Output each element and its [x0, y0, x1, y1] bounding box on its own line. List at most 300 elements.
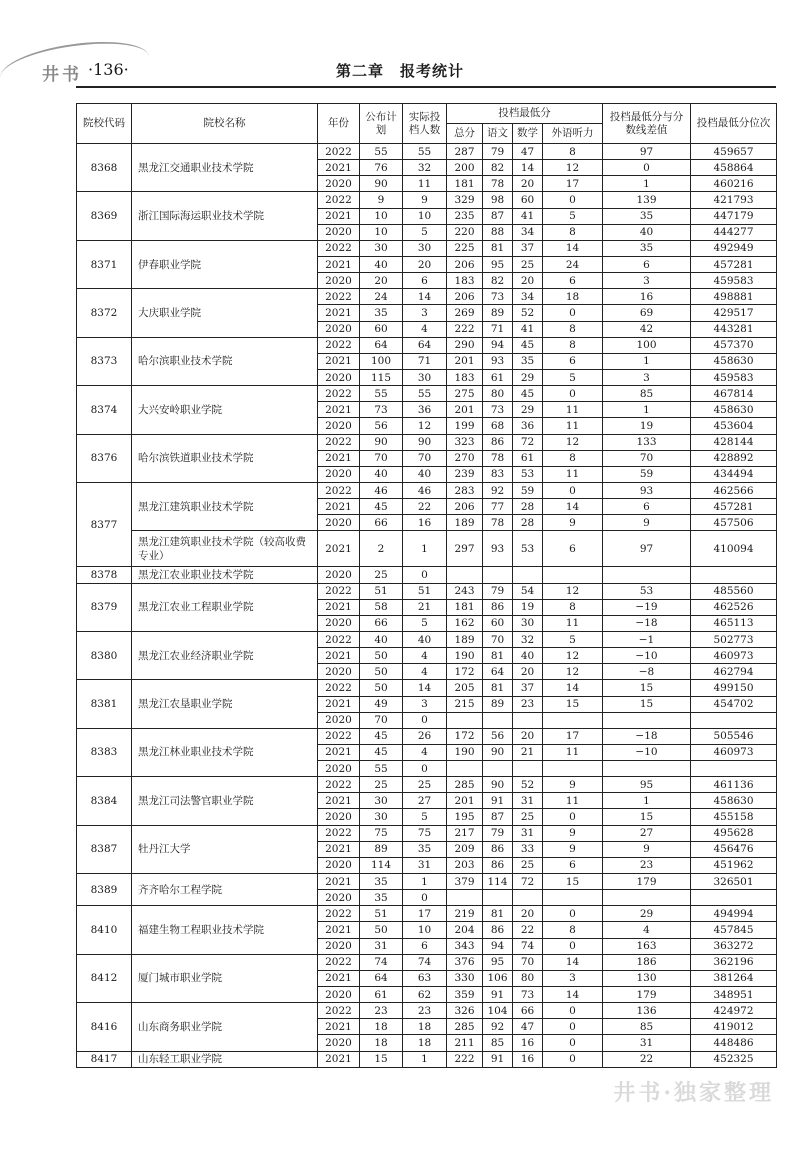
cell-math: 30	[513, 615, 543, 631]
cell-rank: 447179	[691, 208, 777, 224]
cell-actual: 51	[403, 583, 447, 599]
cell-math: 40	[513, 648, 543, 664]
cell-foreign: 8	[543, 599, 603, 615]
cell-foreign: 11	[543, 418, 603, 434]
cell-diff: 15	[603, 680, 691, 696]
cell-actual: 27	[403, 793, 447, 809]
cell-year: 2020	[318, 369, 360, 385]
cell-rank: 455158	[691, 809, 777, 825]
cell-year: 2021	[318, 744, 360, 760]
cell-rank	[691, 761, 777, 777]
cell-math: 45	[513, 386, 543, 402]
cell-diff: 3	[603, 369, 691, 385]
cell-chinese: 79	[483, 144, 513, 160]
cell-year: 2020	[318, 466, 360, 482]
cell-foreign: 14	[543, 954, 603, 970]
cell-math: 53	[513, 531, 543, 567]
school-code: 8371	[77, 240, 132, 288]
cell-diff: 4	[603, 922, 691, 938]
cell-plan: 30	[360, 809, 403, 825]
cell-diff: 9	[603, 515, 691, 531]
cell-rank: 499150	[691, 680, 777, 696]
table-row	[77, 567, 777, 583]
cell-foreign: 8	[543, 450, 603, 466]
cell-foreign: 0	[543, 1019, 603, 1035]
school-code: 8378	[77, 567, 132, 583]
cell-actual: 5	[403, 224, 447, 240]
cell-rank: 456476	[691, 841, 777, 857]
cell-foreign: 6	[543, 531, 603, 567]
cell-year: 2021	[318, 208, 360, 224]
cell-chinese: 82	[483, 160, 513, 176]
cell-rank: 448486	[691, 1035, 777, 1051]
cell-foreign	[543, 567, 603, 583]
cell-plan: 50	[360, 664, 403, 680]
cell-total: 215	[447, 696, 483, 712]
cell-math: 60	[513, 192, 543, 208]
footer-watermark: 井书·独家整理	[613, 1080, 774, 1106]
cell-actual: 1	[403, 874, 447, 890]
cell-math: 34	[513, 289, 543, 305]
cell-plan: 18	[360, 1019, 403, 1035]
cell-plan: 115	[360, 369, 403, 385]
cell-chinese: 91	[483, 987, 513, 1003]
cell-chinese: 94	[483, 337, 513, 353]
cell-chinese: 81	[483, 906, 513, 922]
cell-diff: 40	[603, 224, 691, 240]
cell-total: 200	[447, 160, 483, 176]
cell-year: 2022	[318, 144, 360, 160]
cell-diff: −19	[603, 599, 691, 615]
cell-total: 217	[447, 825, 483, 841]
cell-actual: 0	[403, 712, 447, 728]
cell-math: 28	[513, 499, 543, 515]
cell-total: 330	[447, 970, 483, 986]
cell-total: 297	[447, 531, 483, 567]
cell-actual: 0	[403, 890, 447, 906]
cell-year: 2020	[318, 273, 360, 289]
cell-diff	[603, 890, 691, 906]
school-name: 黑龙江农垦职业学院	[132, 680, 318, 728]
cell-actual: 17	[403, 906, 447, 922]
cell-math: 20	[513, 906, 543, 922]
cell-plan: 58	[360, 599, 403, 615]
cell-actual: 25	[403, 777, 447, 793]
table-row	[77, 777, 777, 793]
cell-plan: 70	[360, 450, 403, 466]
cell-foreign: 14	[543, 499, 603, 515]
cell-year: 2020	[318, 938, 360, 954]
cell-chinese: 82	[483, 273, 513, 289]
cell-chinese: 79	[483, 583, 513, 599]
publisher-logo: 井书	[42, 65, 82, 85]
cell-actual: 30	[403, 369, 447, 385]
table-body	[77, 144, 777, 1068]
cell-actual: 40	[403, 466, 447, 482]
cell-plan: 114	[360, 857, 403, 873]
cell-diff: 130	[603, 970, 691, 986]
school-name: 浙江国际海运职业技术学院	[132, 192, 318, 240]
cell-foreign: 8	[543, 922, 603, 938]
cell-diff: 31	[603, 1035, 691, 1051]
school-code: 8372	[77, 289, 132, 337]
table-row	[77, 728, 777, 744]
cell-year: 2021	[318, 305, 360, 321]
cell-chinese: 86	[483, 922, 513, 938]
cell-foreign: 8	[543, 144, 603, 160]
cell-chinese: 90	[483, 777, 513, 793]
cell-diff: 163	[603, 938, 691, 954]
cell-diff: 9	[603, 841, 691, 857]
cell-math: 70	[513, 954, 543, 970]
cell-diff: 6	[603, 499, 691, 515]
cell-plan: 100	[360, 353, 403, 369]
cell-foreign: 14	[543, 240, 603, 256]
cell-year: 2020	[318, 515, 360, 531]
cell-math: 25	[513, 857, 543, 873]
school-name: 福建生物工程职业技术学院	[132, 906, 318, 954]
cell-rank: 458864	[691, 160, 777, 176]
cell-year: 2020	[318, 987, 360, 1003]
cell-foreign: 5	[543, 208, 603, 224]
cell-plan: 50	[360, 680, 403, 696]
cell-total: 376	[447, 954, 483, 970]
cell-total: 206	[447, 289, 483, 305]
cell-actual: 10	[403, 208, 447, 224]
cell-actual: 18	[403, 1019, 447, 1035]
cell-chinese: 86	[483, 599, 513, 615]
cell-rank: 460973	[691, 744, 777, 760]
cell-rank: 459657	[691, 144, 777, 160]
cell-math: 36	[513, 418, 543, 434]
cell-rank: 460216	[691, 176, 777, 192]
table-row	[77, 825, 777, 841]
cell-diff: −8	[603, 664, 691, 680]
cell-chinese	[483, 712, 513, 728]
cell-chinese: 80	[483, 386, 513, 402]
cell-year: 2020	[318, 176, 360, 192]
cell-plan: 15	[360, 1051, 403, 1067]
cell-plan: 51	[360, 906, 403, 922]
cell-diff	[603, 761, 691, 777]
cell-diff: 35	[603, 208, 691, 224]
cell-year: 2020	[318, 1035, 360, 1051]
cell-chinese: 64	[483, 664, 513, 680]
cell-diff: 22	[603, 1051, 691, 1067]
school-code: 8416	[77, 1003, 132, 1051]
cell-total: 183	[447, 273, 483, 289]
cell-math: 80	[513, 970, 543, 986]
cell-plan: 50	[360, 648, 403, 664]
cell-rank: 457845	[691, 922, 777, 938]
table-row	[77, 482, 777, 498]
cell-math: 23	[513, 696, 543, 712]
cell-actual: 26	[403, 728, 447, 744]
cell-actual: 74	[403, 954, 447, 970]
cell-plan: 20	[360, 273, 403, 289]
cell-actual: 30	[403, 240, 447, 256]
cell-chinese: 90	[483, 744, 513, 760]
school-name: 黑龙江农业经济职业学院	[132, 631, 318, 679]
cell-diff: 59	[603, 466, 691, 482]
cell-total: 195	[447, 809, 483, 825]
cell-rank: 381264	[691, 970, 777, 986]
cell-math: 53	[513, 466, 543, 482]
cell-chinese: 78	[483, 515, 513, 531]
cell-diff: 6	[603, 256, 691, 272]
cell-rank: 444277	[691, 224, 777, 240]
cell-chinese: 73	[483, 289, 513, 305]
cell-total	[447, 890, 483, 906]
cell-actual: 3	[403, 696, 447, 712]
school-name: 山东商务职业学院	[132, 1003, 318, 1051]
school-code: 8381	[77, 680, 132, 728]
cell-total: 206	[447, 499, 483, 515]
cell-math: 35	[513, 353, 543, 369]
cell-year: 2021	[318, 970, 360, 986]
cell-foreign: 8	[543, 224, 603, 240]
cell-total: 204	[447, 922, 483, 938]
table-row	[77, 240, 777, 256]
cell-plan: 30	[360, 240, 403, 256]
cell-math: 52	[513, 777, 543, 793]
cell-foreign: 11	[543, 793, 603, 809]
cell-year: 2020	[318, 809, 360, 825]
cell-chinese: 114	[483, 874, 513, 890]
cell-actual: 12	[403, 418, 447, 434]
cell-foreign: 0	[543, 386, 603, 402]
school-name: 黑龙江建筑职业技术学院	[132, 482, 318, 530]
school-code: 8387	[77, 825, 132, 873]
cell-year: 2022	[318, 777, 360, 793]
cell-foreign: 0	[543, 1051, 603, 1067]
cell-diff: 179	[603, 874, 691, 890]
cell-diff: 42	[603, 321, 691, 337]
cell-total: 285	[447, 777, 483, 793]
cell-plan: 74	[360, 954, 403, 970]
cell-rank: 421793	[691, 192, 777, 208]
cell-math: 47	[513, 144, 543, 160]
cell-math: 59	[513, 482, 543, 498]
cell-foreign: 0	[543, 938, 603, 954]
cell-plan: 61	[360, 987, 403, 1003]
table-row	[77, 1051, 777, 1067]
school-name: 黑龙江林业职业技术学院	[132, 728, 318, 776]
cell-total: 172	[447, 664, 483, 680]
cell-plan: 73	[360, 402, 403, 418]
cell-actual: 55	[403, 144, 447, 160]
cell-rank: 434494	[691, 466, 777, 482]
cell-total: 206	[447, 256, 483, 272]
cell-diff: 0	[603, 160, 691, 176]
cell-diff: 97	[603, 144, 691, 160]
cell-plan: 56	[360, 418, 403, 434]
cell-math	[513, 712, 543, 728]
cell-plan: 10	[360, 224, 403, 240]
cell-plan: 66	[360, 615, 403, 631]
cell-total: 199	[447, 418, 483, 434]
cell-total: 287	[447, 144, 483, 160]
cell-rank: 495628	[691, 825, 777, 841]
cell-actual: 14	[403, 680, 447, 696]
school-name: 厦门城市职业学院	[132, 954, 318, 1002]
cell-foreign: 0	[543, 192, 603, 208]
cell-foreign: 11	[543, 744, 603, 760]
cell-rank: 363272	[691, 938, 777, 954]
table-row	[77, 192, 777, 208]
cell-rank: 424972	[691, 1003, 777, 1019]
cell-rank	[691, 712, 777, 728]
cell-chinese: 60	[483, 615, 513, 631]
cell-actual: 9	[403, 192, 447, 208]
cell-chinese: 92	[483, 1019, 513, 1035]
school-name: 牡丹江大学	[132, 825, 318, 873]
cell-diff: 23	[603, 857, 691, 873]
cell-foreign: 0	[543, 809, 603, 825]
school-code: 8368	[77, 144, 132, 192]
cell-rank: 454702	[691, 696, 777, 712]
cell-year: 2021	[318, 1051, 360, 1067]
cell-rank: 492949	[691, 240, 777, 256]
table-row	[77, 680, 777, 696]
cell-plan: 2	[360, 531, 403, 567]
cell-math: 29	[513, 369, 543, 385]
cell-rank	[691, 567, 777, 583]
cell-year: 2021	[318, 1019, 360, 1035]
cell-total: 235	[447, 208, 483, 224]
header-actual: 实际投档人数	[403, 104, 447, 144]
cell-total: 359	[447, 987, 483, 1003]
cell-rank: 498881	[691, 289, 777, 305]
cell-plan: 25	[360, 567, 403, 583]
cell-chinese: 61	[483, 369, 513, 385]
cell-rank: 485560	[691, 583, 777, 599]
cell-plan: 50	[360, 922, 403, 938]
cell-year: 2021	[318, 499, 360, 515]
cell-total: 326	[447, 1003, 483, 1019]
cell-plan: 90	[360, 434, 403, 450]
cell-rank: 452325	[691, 1051, 777, 1067]
cell-total: 239	[447, 466, 483, 482]
cell-rank: 428144	[691, 434, 777, 450]
cell-year: 2021	[318, 793, 360, 809]
cell-total: 211	[447, 1035, 483, 1051]
cell-year: 2021	[318, 402, 360, 418]
cell-actual: 32	[403, 160, 447, 176]
cell-diff: 179	[603, 987, 691, 1003]
cell-rank: 505546	[691, 728, 777, 744]
cell-foreign: 6	[543, 273, 603, 289]
cell-rank: 502773	[691, 631, 777, 647]
cell-math: 47	[513, 1019, 543, 1035]
cell-math: 31	[513, 793, 543, 809]
table-header	[77, 104, 777, 144]
cell-rank: 428892	[691, 450, 777, 466]
cell-chinese: 81	[483, 680, 513, 696]
cell-year: 2020	[318, 890, 360, 906]
cell-year: 2021	[318, 353, 360, 369]
cell-plan: 35	[360, 305, 403, 321]
cell-chinese: 86	[483, 857, 513, 873]
cell-total: 189	[447, 515, 483, 531]
school-code: 8369	[77, 192, 132, 240]
cell-rank: 462794	[691, 664, 777, 680]
school-name: 大庆职业学院	[132, 289, 318, 337]
cell-chinese: 86	[483, 841, 513, 857]
cell-rank: 326501	[691, 874, 777, 890]
cell-actual: 21	[403, 599, 447, 615]
cell-total: 190	[447, 648, 483, 664]
school-code: 8384	[77, 777, 132, 825]
cell-year: 2022	[318, 192, 360, 208]
cell-chinese: 86	[483, 434, 513, 450]
cell-diff: 53	[603, 583, 691, 599]
school-code: 8377	[77, 482, 132, 566]
cell-chinese: 79	[483, 825, 513, 841]
cell-rank: 419012	[691, 1019, 777, 1035]
cell-plan: 25	[360, 777, 403, 793]
cell-total: 329	[447, 192, 483, 208]
cell-actual: 11	[403, 176, 447, 192]
cell-year: 2020	[318, 567, 360, 583]
cell-rank: 410094	[691, 531, 777, 567]
cell-total: 181	[447, 176, 483, 192]
cell-chinese: 91	[483, 1051, 513, 1067]
cell-foreign: 15	[543, 874, 603, 890]
cell-diff: 1	[603, 402, 691, 418]
cell-foreign: 12	[543, 583, 603, 599]
cell-year: 2022	[318, 680, 360, 696]
cell-math: 37	[513, 680, 543, 696]
cell-math	[513, 890, 543, 906]
header-plan: 公布计划	[360, 104, 403, 144]
cell-math: 16	[513, 1035, 543, 1051]
cell-total: 283	[447, 482, 483, 498]
cell-total: 222	[447, 1051, 483, 1067]
cell-actual: 62	[403, 987, 447, 1003]
cell-foreign: 12	[543, 664, 603, 680]
cell-chinese: 91	[483, 793, 513, 809]
cell-total: 270	[447, 450, 483, 466]
cell-chinese: 88	[483, 224, 513, 240]
cell-math: 54	[513, 583, 543, 599]
cell-actual: 5	[403, 615, 447, 631]
cell-foreign: 18	[543, 289, 603, 305]
cell-math	[513, 567, 543, 583]
cell-plan: 66	[360, 515, 403, 531]
cell-total	[447, 761, 483, 777]
cell-year: 2021	[318, 599, 360, 615]
table-row	[77, 631, 777, 647]
cell-total: 275	[447, 386, 483, 402]
cell-plan: 64	[360, 337, 403, 353]
cell-year: 2022	[318, 386, 360, 402]
cell-diff: 1	[603, 793, 691, 809]
cell-chinese: 104	[483, 1003, 513, 1019]
table-row	[77, 289, 777, 305]
cell-diff	[603, 567, 691, 583]
cell-math: 20	[513, 664, 543, 680]
cell-rank: 467814	[691, 386, 777, 402]
cell-actual: 4	[403, 744, 447, 760]
header-min-score-group: 投档最低分	[447, 104, 603, 124]
cell-math: 31	[513, 825, 543, 841]
cell-actual: 35	[403, 841, 447, 857]
cell-total	[447, 567, 483, 583]
cell-math: 34	[513, 224, 543, 240]
cell-total: 172	[447, 728, 483, 744]
cell-diff: −18	[603, 615, 691, 631]
